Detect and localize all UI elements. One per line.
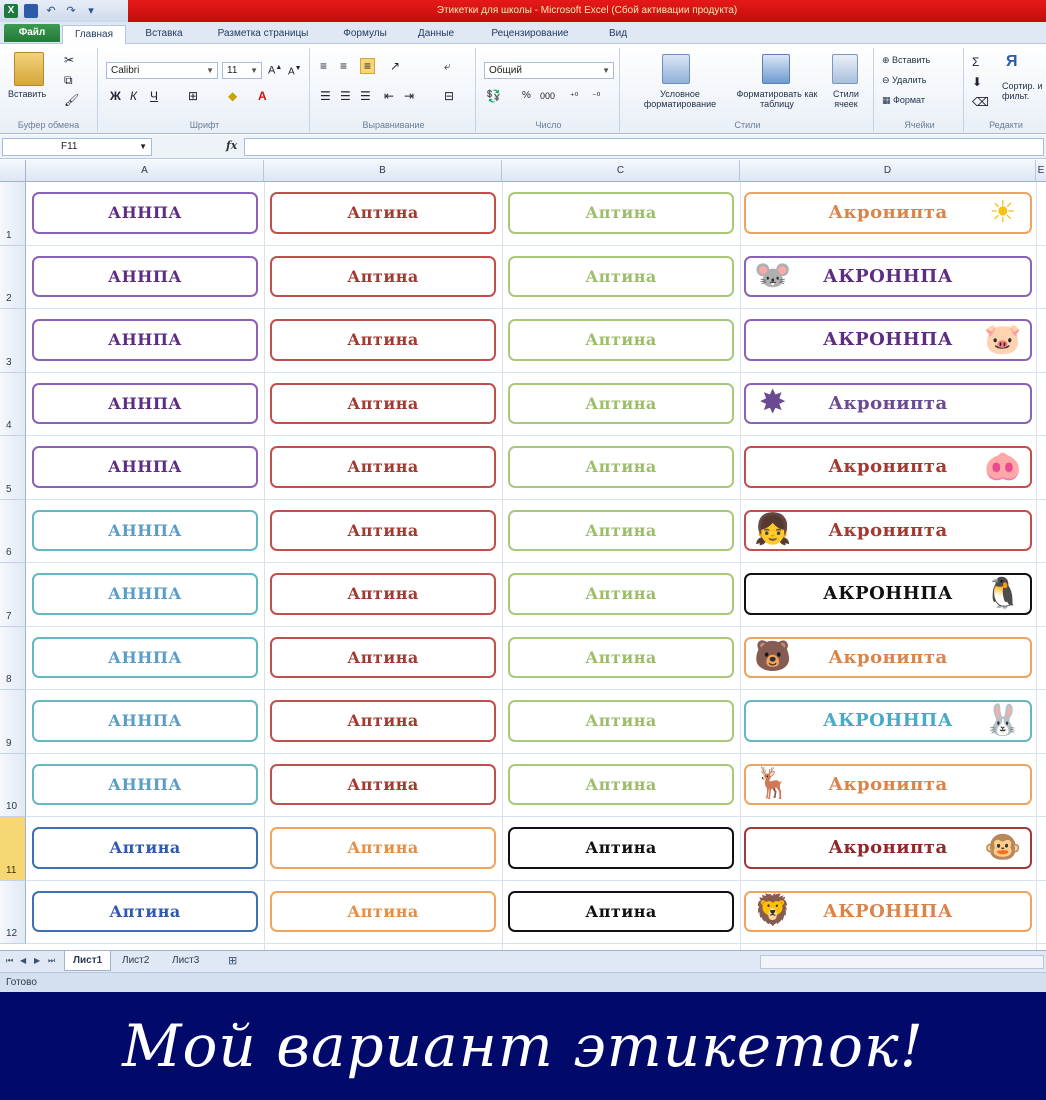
label-text: АННПА <box>108 647 182 667</box>
cell-styles-button[interactable]: Стили ячеек <box>833 89 859 109</box>
label-d-4[interactable] <box>744 383 1032 425</box>
label-text: АННПА <box>108 584 182 604</box>
conditional-formatting-icon[interactable] <box>662 54 690 84</box>
last-sheet-icon[interactable]: ⏭ <box>48 956 56 965</box>
label-text: Акронипта <box>828 392 948 414</box>
label-text: Аптина <box>585 330 657 350</box>
label-text: АННПА <box>108 711 182 731</box>
number-format-value: Общий <box>489 65 522 76</box>
label-text: Аптина <box>347 330 419 350</box>
label-text: Аптина <box>347 266 419 286</box>
sort-filter-icon[interactable]: Я <box>1006 53 1018 70</box>
clear-icon[interactable]: ⌫ <box>972 95 989 109</box>
label-a-9[interactable] <box>32 700 258 742</box>
window-title: Этикетки для школы - Microsoft Excel (Сбой активации продукта) <box>436 5 738 16</box>
row-header[interactable]: 12 <box>0 881 26 945</box>
label-b-9[interactable] <box>270 700 496 742</box>
row-header[interactable]: 7 <box>0 563 26 627</box>
label-text: Акронипта <box>828 202 948 224</box>
label-text: Аптина <box>347 584 419 604</box>
hedgehog-icon: ✸ <box>760 385 786 421</box>
label-c-8[interactable] <box>508 637 734 679</box>
label-text: Аптина <box>347 711 419 731</box>
ribbon-tabs <box>0 22 1046 44</box>
moose-icon: 🦌 <box>754 766 792 802</box>
tab-formulas[interactable]: Формулы <box>343 28 387 39</box>
label-c-1[interactable] <box>508 192 734 234</box>
ribbon <box>0 44 1046 134</box>
sun-icon: ☀ <box>989 194 1017 230</box>
label-text: Аптина <box>347 647 419 667</box>
bear-icon: 🐻 <box>754 639 792 675</box>
lion-icon: 🦁 <box>754 893 792 929</box>
label-d-6[interactable] <box>744 510 1032 552</box>
shrink-font-icon[interactable]: A▼ <box>288 65 302 78</box>
align-bottom-icon[interactable]: ≡ <box>360 58 375 74</box>
name-box-value: F11 <box>61 141 78 152</box>
merge-center-icon[interactable]: ⊟ <box>444 89 455 103</box>
label-b-6[interactable] <box>270 510 496 552</box>
number-format-select[interactable] <box>484 62 614 79</box>
styles-group <box>622 48 874 132</box>
label-b-12[interactable] <box>270 891 496 933</box>
label-text: Аптина <box>347 520 419 540</box>
column-gridline <box>740 182 741 950</box>
label-text: Аптина <box>347 457 419 477</box>
label-b-5[interactable] <box>270 446 496 488</box>
label-d-9[interactable] <box>744 700 1032 742</box>
label-text: АКРОННПА <box>823 265 953 287</box>
format-as-table-icon[interactable] <box>762 54 790 84</box>
row-header[interactable]: 5 <box>0 436 26 500</box>
row-gridline <box>26 308 1046 309</box>
row-header[interactable]: 6 <box>0 500 26 564</box>
label-b-8[interactable] <box>270 637 496 679</box>
insert-function-button[interactable]: fx <box>226 139 238 152</box>
label-a-8[interactable] <box>32 637 258 679</box>
first-sheet-icon[interactable]: ⏮ <box>6 956 14 965</box>
label-text: Аптина <box>109 901 181 921</box>
label-c-12[interactable] <box>508 891 734 933</box>
title-bar <box>0 0 1046 22</box>
label-b-7[interactable] <box>270 573 496 615</box>
label-text: АННПА <box>108 203 182 223</box>
row-gridline <box>26 943 1046 944</box>
format-as-table-button[interactable]: Форматировать как таблицу <box>736 89 818 109</box>
label-d-1[interactable] <box>744 192 1032 234</box>
paste-icon[interactable] <box>14 52 44 86</box>
label-a-1[interactable] <box>32 192 258 234</box>
label-a-12[interactable] <box>32 891 258 933</box>
font-name-select[interactable] <box>106 62 218 79</box>
label-text: Аптина <box>347 901 419 921</box>
label-c-3[interactable] <box>508 319 734 361</box>
label-b-11[interactable] <box>270 827 496 869</box>
align-left-icon[interactable]: ☰ <box>320 89 331 103</box>
row-header[interactable]: 4 <box>0 373 26 437</box>
label-d-10[interactable] <box>744 764 1032 806</box>
tab-home[interactable]: Главная <box>62 25 126 45</box>
column-header-a[interactable]: A <box>26 160 264 182</box>
percent-button[interactable]: % <box>522 90 531 101</box>
label-c-7[interactable] <box>508 573 734 615</box>
label-text: Аптина <box>347 393 419 413</box>
horizontal-scrollbar[interactable] <box>760 955 1044 969</box>
decrease-indent-icon[interactable]: ⇤ <box>384 89 395 103</box>
clipboard-group-label: Буфер обмена <box>17 120 80 130</box>
row-header[interactable]: 3 <box>0 309 26 373</box>
label-a-10[interactable] <box>32 764 258 806</box>
label-c-11[interactable] <box>508 827 734 869</box>
cheburashka-icon: 🐵 <box>984 829 1022 865</box>
label-text: АННПА <box>108 520 182 540</box>
column-header-d[interactable]: D <box>740 160 1036 182</box>
label-text: Аптина <box>347 203 419 223</box>
label-b-3[interactable] <box>270 319 496 361</box>
label-a-11[interactable] <box>32 827 258 869</box>
label-text: Акронипта <box>828 837 948 859</box>
quick-access-toolbar <box>0 0 128 22</box>
label-a-2[interactable] <box>32 256 258 298</box>
font-group-label: Шрифт <box>189 120 220 130</box>
align-right-icon[interactable]: ☰ <box>360 89 371 103</box>
label-a-7[interactable] <box>32 573 258 615</box>
fill-icon[interactable]: ⬇ <box>972 75 983 89</box>
label-text: АКРОННПА <box>823 710 953 732</box>
label-text: Акронипта <box>828 519 948 541</box>
grow-font-icon[interactable]: A▲ <box>268 64 283 77</box>
label-text: АННПА <box>108 457 182 477</box>
label-d-12[interactable] <box>744 891 1032 933</box>
tab-review[interactable]: Рецензирование <box>491 28 569 39</box>
number-group-label: Число <box>535 120 562 130</box>
label-text: Аптина <box>585 393 657 413</box>
row-gridline <box>26 880 1046 881</box>
label-text: Акронипта <box>828 456 948 478</box>
align-center-icon[interactable]: ☰ <box>340 89 351 103</box>
row-gridline <box>26 245 1046 246</box>
format-painter-icon[interactable]: 🖌 <box>64 93 80 107</box>
row-gridline <box>26 816 1046 817</box>
row-gridline <box>26 689 1046 690</box>
column-header-e[interactable]: E <box>1036 160 1046 182</box>
pig-icon: 🐷 <box>984 321 1022 357</box>
caption-band <box>0 992 1046 1100</box>
row-header[interactable]: 2 <box>0 246 26 310</box>
sheet-tab-bar <box>0 950 1046 972</box>
label-c-4[interactable] <box>508 383 734 425</box>
tab-file[interactable]: Файл <box>4 24 60 42</box>
alignment-group <box>312 48 476 132</box>
row-gridline <box>26 626 1046 627</box>
minnie-icon: 🐭 <box>754 258 792 294</box>
tab-view[interactable]: Вид <box>608 28 628 39</box>
label-c-9[interactable] <box>508 700 734 742</box>
label-text: Аптина <box>585 838 657 858</box>
label-text: АННПА <box>108 774 182 794</box>
conditional-formatting-button[interactable]: Условное форматирование <box>643 89 717 109</box>
label-b-1[interactable] <box>270 192 496 234</box>
row-header[interactable]: 9 <box>0 690 26 754</box>
row-header[interactable]: 1 <box>0 182 26 246</box>
cells-group <box>876 48 964 132</box>
column-gridline <box>502 182 503 950</box>
delete-cells-icon: ⊖ <box>882 75 893 85</box>
row-header[interactable]: 10 <box>0 754 26 818</box>
tab-page-layout[interactable]: Разметка страницы <box>217 28 309 39</box>
label-text: Аптина <box>585 901 657 921</box>
delete-cells-button[interactable] <box>882 76 926 86</box>
editing-group <box>966 48 1046 132</box>
label-text: Аптина <box>585 266 657 286</box>
label-d-3[interactable] <box>744 319 1032 361</box>
label-text: Аптина <box>109 838 181 858</box>
sheet-tab-2[interactable]: Лист2 <box>122 955 150 966</box>
prev-sheet-icon[interactable]: ◀ <box>20 956 27 965</box>
undo-icon[interactable]: ↶ <box>46 4 56 17</box>
alignment-group-label: Выравнивание <box>362 120 425 130</box>
label-text: АКРОННПА <box>823 900 953 922</box>
decrease-decimal-icon[interactable]: ⁻⁰ <box>592 91 601 101</box>
italic-icon[interactable]: К <box>130 89 138 103</box>
thousands-button[interactable]: 000 <box>540 91 556 101</box>
label-a-5[interactable] <box>32 446 258 488</box>
pink-ball-icon: 🐽 <box>984 448 1022 484</box>
chevron-down-icon: ▼ <box>139 142 147 151</box>
format-cells-label: Формат <box>893 95 925 105</box>
row-gridline <box>26 562 1046 563</box>
format-cells-icon: ▦ <box>882 95 894 105</box>
formula-input[interactable] <box>244 138 1044 156</box>
tab-data[interactable]: Данные <box>417 28 455 39</box>
font-size-select[interactable] <box>222 62 262 79</box>
label-text: Аптина <box>347 838 419 858</box>
label-text: Акронипта <box>828 646 948 668</box>
label-c-10[interactable] <box>508 764 734 806</box>
insert-cells-button[interactable] <box>882 56 930 66</box>
label-d-8[interactable] <box>744 637 1032 679</box>
customize-qat-icon[interactable]: ▾ <box>88 4 94 17</box>
orientation-icon[interactable]: ↗ <box>390 59 401 73</box>
excel-logo-icon: X <box>4 4 18 18</box>
label-text: Аптина <box>585 203 657 223</box>
label-text: Акронипта <box>828 773 948 795</box>
label-text: Аптина <box>585 647 657 667</box>
font-size-value: 11 <box>227 65 238 76</box>
cell-styles-icon[interactable] <box>832 54 858 84</box>
sort-filter-button[interactable]: Сортир. и фильт. <box>1002 81 1043 101</box>
label-a-3[interactable] <box>32 319 258 361</box>
column-gridline <box>264 182 265 950</box>
label-d-7[interactable] <box>744 573 1032 615</box>
delete-cells-label: Удалить <box>892 75 927 85</box>
underline-icon[interactable]: Ч <box>150 89 158 103</box>
increase-decimal-icon[interactable]: ⁺⁰ <box>570 91 579 101</box>
tab-insert[interactable]: Вставка <box>145 28 183 39</box>
row-gridline <box>26 435 1046 436</box>
format-cells-button[interactable] <box>882 96 925 106</box>
masha-icon: 👧 <box>754 512 792 548</box>
label-text: Аптина <box>585 520 657 540</box>
align-middle-icon[interactable]: ≡ <box>340 59 348 73</box>
chevron-down-icon: ▼ <box>206 66 214 75</box>
label-text: Аптина <box>585 774 657 794</box>
copy-icon[interactable]: ⧉ <box>64 73 73 87</box>
label-text: Аптина <box>585 457 657 477</box>
label-d-11[interactable] <box>744 827 1032 869</box>
row-gridline <box>26 753 1046 754</box>
label-text: АКРОННПА <box>823 329 953 351</box>
select-all-corner[interactable] <box>0 160 26 182</box>
column-header-b[interactable]: B <box>264 160 502 182</box>
align-top-icon[interactable]: ≡ <box>320 59 328 73</box>
font-color-icon[interactable]: A <box>258 89 267 103</box>
column-header-c[interactable]: C <box>502 160 740 182</box>
label-text: Аптина <box>585 711 657 731</box>
styles-group-label: Стили <box>734 120 761 130</box>
status-bar: Готово <box>0 972 1046 992</box>
save-icon[interactable] <box>24 4 38 18</box>
autosum-icon[interactable]: Σ <box>972 55 980 69</box>
paste-button[interactable]: Вставить <box>8 89 47 99</box>
editing-group-label: Редакти <box>989 120 1023 130</box>
insert-cells-icon: ⊕ <box>882 55 893 65</box>
row-gridline <box>26 499 1046 500</box>
column-gridline <box>1036 182 1037 950</box>
label-b-10[interactable] <box>270 764 496 806</box>
label-d-5[interactable] <box>744 446 1032 488</box>
row-header[interactable]: 11 <box>0 817 26 881</box>
borders-icon[interactable]: ⊞ <box>188 89 199 103</box>
wrap-text-icon[interactable]: ⤶ <box>444 59 451 73</box>
chevron-down-icon: ▼ <box>250 66 258 75</box>
rabbit-icon: 🐰 <box>984 702 1022 738</box>
sheet-tab-1[interactable]: Лист1 <box>64 951 111 971</box>
label-c-6[interactable] <box>508 510 734 552</box>
label-c-2[interactable] <box>508 256 734 298</box>
increase-indent-icon[interactable]: ⇥ <box>404 89 415 103</box>
label-d-2[interactable] <box>744 256 1032 298</box>
insert-cells-label: Вставить <box>892 55 931 65</box>
label-b-2[interactable] <box>270 256 496 298</box>
font-name-value: Calibri <box>111 65 140 76</box>
label-c-5[interactable] <box>508 446 734 488</box>
fill-color-icon[interactable]: ◆ <box>228 89 238 103</box>
sheet-tab-3[interactable]: Лист3 <box>172 955 200 966</box>
clipboard-group <box>0 48 98 132</box>
label-text: АННПА <box>108 266 182 286</box>
bold-icon[interactable]: Ж <box>110 89 121 103</box>
formula-bar <box>0 135 1046 159</box>
redo-icon[interactable]: ↷ <box>66 4 76 17</box>
caption-text: Мой вариант этикеток! <box>122 1012 924 1080</box>
chevron-down-icon: ▼ <box>602 66 610 75</box>
next-sheet-icon[interactable]: ▶ <box>34 956 41 965</box>
label-text: АННПА <box>108 393 182 413</box>
label-text: Аптина <box>347 774 419 794</box>
row-header[interactable]: 8 <box>0 627 26 691</box>
label-text: АННПА <box>108 330 182 350</box>
label-a-6[interactable] <box>32 510 258 552</box>
font-group <box>100 48 310 132</box>
cells-group-label: Ячейки <box>904 120 935 130</box>
label-text: АКРОННПА <box>823 583 953 605</box>
number-group <box>478 48 620 132</box>
label-text: Аптина <box>585 584 657 604</box>
name-box[interactable] <box>2 138 152 156</box>
label-b-4[interactable] <box>270 383 496 425</box>
new-sheet-icon[interactable]: ⊞ <box>228 955 238 967</box>
currency-icon[interactable]: 💱 <box>486 89 501 103</box>
penguin-icon: 🐧 <box>984 575 1022 611</box>
cut-icon[interactable]: ✂ <box>64 53 75 67</box>
row-gridline <box>26 372 1046 373</box>
label-a-4[interactable] <box>32 383 258 425</box>
